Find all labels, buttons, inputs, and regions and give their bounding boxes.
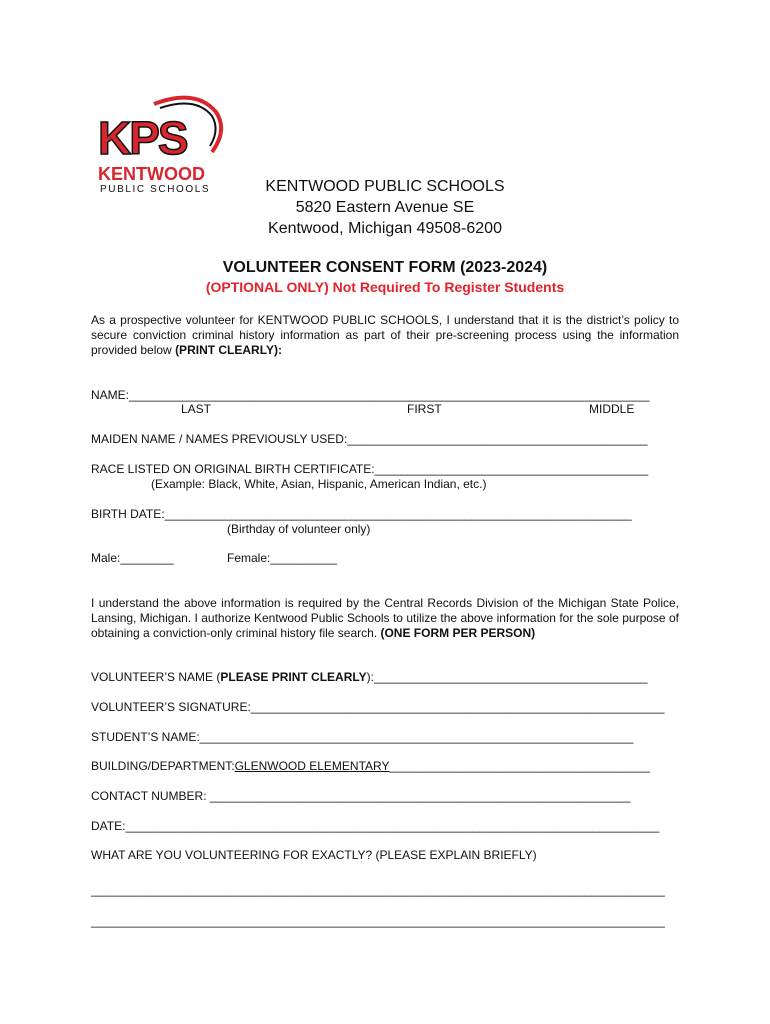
optional-note: (OPTIONAL ONLY) Not Required To Register Students: [205, 279, 565, 295]
logo-name: KENTWOOD: [98, 164, 205, 184]
intro-bold: (PRINT CLEARLY):: [175, 343, 282, 357]
intro-text: As a prospective volunteer for KENTWOOD PUBLIC SCHOOLS, I understand that it is the district’s policy to secure conviction criminal history information as part of their pre-screening process using the information provided below: [91, 313, 679, 357]
school-city: Kentwood, Michigan 49508-6200: [268, 220, 502, 237]
explanation-line-1[interactable]: ______________________________________________________________________________________: [91, 883, 665, 897]
building-label: BUILDING/DEPARTMENT:: [91, 759, 235, 773]
contact-number-field[interactable]: CONTACT NUMBER: _______________________________________________________________: [91, 789, 631, 803]
name-middle-label: MIDDLE: [589, 402, 635, 416]
logo-letters: KPS: [98, 112, 187, 164]
school-name: KENTWOOD PUBLIC SCHOOLS: [265, 178, 505, 195]
building-value: GLENWOOD ELEMENTARY: [234, 759, 390, 773]
building-department-field[interactable]: [91, 759, 650, 773]
race-example: (Example: Black, White, Asian, Hispanic, American Indian, etc.): [151, 477, 487, 491]
authorization-bold: (ONE FORM PER PERSON): [380, 626, 536, 640]
birth-date-hint: (Birthday of volunteer only): [227, 522, 371, 536]
name-field[interactable]: NAME:______________________________________________________________________________: [91, 388, 650, 402]
volunteer-name-bold: PLEASE PRINT CLEARLY: [220, 670, 367, 684]
form-title: VOLUNTEER CONSENT FORM (2023-2024): [222, 259, 548, 276]
female-field[interactable]: Female:__________: [227, 551, 338, 565]
name-last-label: LAST: [181, 402, 212, 416]
volunteering-question: WHAT ARE YOU VOLUNTEERING FOR EXACTLY? (PLEASE EXPLAIN BRIEFLY): [91, 848, 537, 862]
volunteer-name-suffix: ):_________________________________________: [366, 670, 648, 684]
building-rest: _______________________________________: [389, 759, 650, 773]
volunteer-name-prefix: VOLUNTEER’S NAME (: [91, 670, 221, 684]
name-first-label: FIRST: [407, 402, 442, 416]
logo-subtitle: PUBLIC SCHOOLS: [100, 184, 211, 194]
birth-date-field[interactable]: BIRTH DATE:______________________________________________________________________: [91, 507, 632, 521]
maiden-name-field[interactable]: MAIDEN NAME / NAMES PREVIOUSLY USED:_____________________________________________: [91, 432, 648, 446]
volunteer-name-field[interactable]: [91, 670, 648, 684]
student-name-field[interactable]: STUDENT’S NAME:_________________________________________________________________: [91, 730, 634, 744]
male-field[interactable]: Male:________: [91, 551, 174, 565]
school-street: 5820 Eastern Avenue SE: [295, 199, 475, 216]
authorization-paragraph: [91, 596, 679, 641]
race-field[interactable]: RACE LISTED ON ORIGINAL BIRTH CERTIFICATE:_________________________________________: [91, 462, 649, 476]
intro-paragraph: [91, 313, 679, 358]
volunteer-signature-field[interactable]: VOLUNTEER’S SIGNATURE:______________________________________________________________: [91, 700, 665, 714]
date-field[interactable]: DATE:________________________________________________________________________________: [91, 819, 660, 833]
authorization-text: I understand the above information is required by the Central Records Division of the Michigan State Police, Lansing, Michigan. I authorize Kentwood Public Schools to utilize the above information for the sole purpose of obtaining a conviction-only criminal history file search.: [91, 596, 679, 640]
explanation-line-2[interactable]: ______________________________________________________________________________________: [91, 914, 665, 928]
